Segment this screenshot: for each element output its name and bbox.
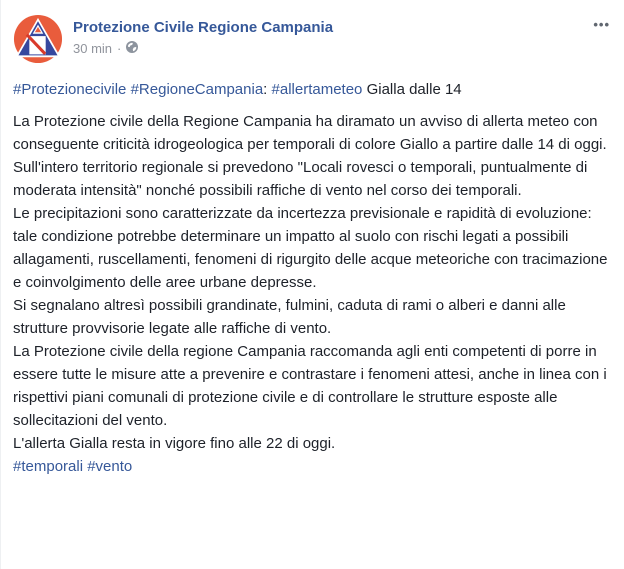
public-globe-icon [126,41,138,56]
post-body [13,78,612,478]
timestamp-link[interactable]: 30 min [73,41,113,56]
more-options-icon: ••• [593,17,610,32]
meta-separator: · [117,41,122,56]
hashtag-link[interactable]: #vento [87,458,133,475]
hashtag-link[interactable]: #Protezionecivile [13,81,127,98]
hashtag-link[interactable]: #allertameteo [271,81,363,98]
more-options-button[interactable] [589,12,614,37]
post-paragraph: Si segnalano altresì possibili grandinate, fulmini, caduta di rami o alberi e danni alle strutture provvisorie legate alle raffiche di vento. [13,297,566,337]
post-paragraph: Sull'intero territorio regionale si prevedono "Locali rovesci o temporali, puntualmente di moderata intensità" nonché possibili raffiche di vento nel corso dei temporali. [13,159,588,199]
protezione-civile-logo-icon [13,51,63,68]
hashtag-link[interactable]: #RegioneCampania [130,81,264,98]
post-header-text [73,14,333,56]
post-header [13,14,612,64]
post-paragraph: La Protezione civile della regione Campania raccomanda agli enti competenti di porre in essere tutte le misure atte a prevenire e contrastare i fenomeni attesi, anche in linea con i rispettivi piani comunali di protezione civile e di controllare le strutture esposte alle sollecitazioni del vento. [13,343,607,429]
post-paragraph [13,455,612,478]
page-name-link[interactable]: Protezione Civile Regione Campania [73,19,334,36]
post-paragraph: L'allerta Gialla resta in vigore fino alle 22 di oggi. [13,435,336,452]
post-meta-row [73,41,333,56]
avatar[interactable] [13,14,63,64]
hashtag-link[interactable]: #temporali [13,458,84,475]
post-paragraph: #Protezionecivile #RegioneCampania: #allertameteo Gialla dalle 14 [13,81,462,98]
post-paragraph: Le precipitazioni sono caratterizzate da incertezza previsionale e rapidità di evoluzione: tale condizione potrebbe determinare un impatto al suolo con rischi legati a possibili allagamenti, ruscellamenti, fenomeni di rigurgito delle acque meteoriche con tracimazione e coinvolgimento delle aree urbane depresse. [13,205,608,291]
post-paragraph: La Protezione civile della Regione Campania ha diramato un avviso di allerta meteo con conseguente criticità idrogeologica per temporali di colore Giallo a partire dalle 14 di oggi. [13,113,607,153]
